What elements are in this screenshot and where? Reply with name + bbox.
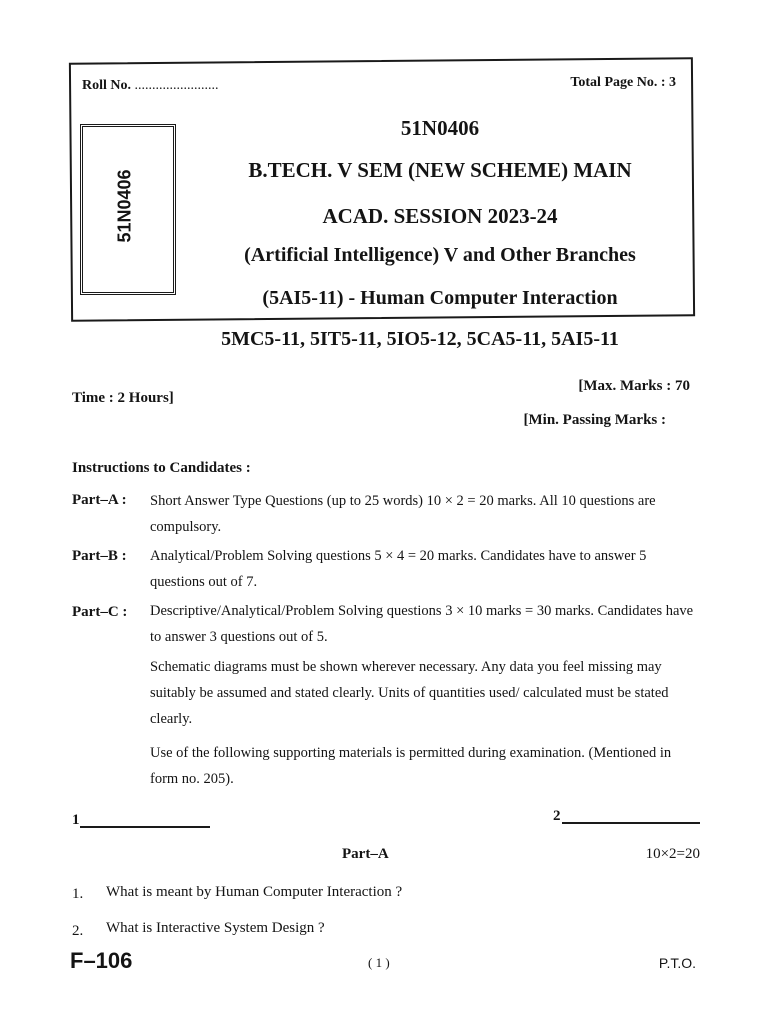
- part-a-instruction: Short Answer Type Questions (up to 25 words) 10 × 2 = 20 marks. All 10 questions are compulsory.: [150, 493, 656, 535]
- branches-title: (Artificial Intelligence) V and Other Branches: [244, 244, 636, 266]
- signature-number-2: 2: [553, 808, 561, 824]
- signature-line-2: [562, 822, 700, 824]
- instruction-note-diagrams: Schematic diagrams must be shown wherever necessary. Any data you feel missing may suitably be assumed and stated clearly. Units of quantities used/ calculated must be stated clearly.: [150, 659, 669, 727]
- paper-code-vertical: 51N0406: [114, 169, 135, 243]
- paper-code: 51N0406: [400, 116, 480, 140]
- question-number: 1.: [72, 886, 84, 902]
- signature-number-1: 1: [72, 812, 80, 828]
- roll-no-label: Roll No.: [82, 78, 131, 93]
- total-pages: Total Page No. : 3: [570, 75, 676, 90]
- signature-line-1: [80, 826, 210, 828]
- please-turn-over: P.T.O.: [658, 955, 696, 971]
- degree-title: B.TECH. V SEM (NEW SCHEME) MAIN: [248, 158, 632, 182]
- subject-title: (5AI5-11) - Human Computer Interaction: [262, 287, 618, 309]
- question-text: What is Interactive System Design ?: [106, 920, 325, 936]
- part-b-instruction: Analytical/Problem Solving questions 5 × 4 = 20 marks. Candidates have to answer 5 questions out of 7.: [150, 548, 647, 590]
- paper-footer-code: F–106: [70, 948, 133, 973]
- roll-no-dots: ........................: [131, 78, 219, 93]
- part-a-marks: 10×2=20: [645, 846, 700, 862]
- question-text: What is meant by Human Computer Interaction ?: [106, 884, 403, 900]
- page-number: ( 1 ): [368, 955, 390, 970]
- instructions-heading: Instructions to Candidates :: [72, 460, 251, 476]
- roll-no: [82, 78, 219, 94]
- max-marks: [Max. Marks : 70: [578, 378, 690, 394]
- question-number: 2.: [72, 923, 84, 939]
- subject-codes: 5MC5-11, 5IT5-11, 5IO5-12, 5CA5-11, 5AI5-11: [221, 328, 619, 350]
- session-title: ACAD. SESSION 2023-24: [322, 204, 558, 228]
- part-b-label: Part–B :: [72, 548, 127, 564]
- part-a-label: Part–A :: [72, 492, 127, 508]
- instruction-note-materials: Use of the following supporting materials is permitted during examination. (Mentioned in form no. 205).: [150, 745, 672, 787]
- part-c-label: Part–C :: [72, 604, 128, 620]
- exam-time: Time : 2 Hours]: [72, 390, 174, 406]
- min-passing-marks: [Min. Passing Marks :: [523, 412, 666, 428]
- part-c-instruction: Descriptive/Analytical/Problem Solving questions 3 × 10 marks = 30 marks. Candidates have to answer 3 questions out of 5.: [150, 603, 694, 645]
- part-a-heading: Part–A: [342, 846, 389, 862]
